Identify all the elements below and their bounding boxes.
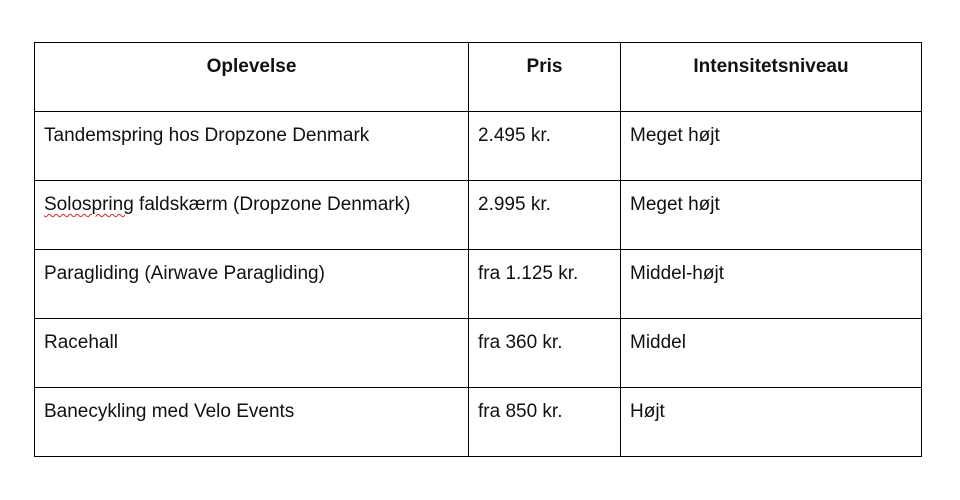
table-row	[35, 181, 922, 250]
cell-pris[interactable]: fra 360 kr.	[469, 319, 621, 388]
cell-pris[interactable]: fra 1.125 kr.	[469, 250, 621, 319]
cell-oplevelse[interactable]: Racehall	[35, 319, 469, 388]
cell-intensitet[interactable]: Middel	[621, 319, 922, 388]
cell-oplevelse-rest: faldskærm (Dropzone Denmark)	[133, 194, 411, 215]
table-row	[35, 319, 922, 388]
column-header-oplevelse: Oplevelse	[35, 43, 469, 112]
cell-pris[interactable]: 2.495 kr.	[469, 112, 621, 181]
cell-oplevelse[interactable]: Paragliding (Airwave Paragliding)	[35, 250, 469, 319]
cell-intensitet[interactable]: Meget højt	[621, 112, 922, 181]
cell-intensitet[interactable]: Højt	[621, 388, 922, 457]
cell-oplevelse[interactable]: Tandemspring hos Dropzone Denmark	[35, 112, 469, 181]
column-header-intensitet: Intensitetsniveau	[621, 43, 922, 112]
cell-oplevelse[interactable]: Banecykling med Velo Events	[35, 388, 469, 457]
table-header-row	[35, 43, 922, 112]
table-row	[35, 112, 922, 181]
cell-intensitet[interactable]: Middel-højt	[621, 250, 922, 319]
cell-pris[interactable]: fra 850 kr.	[469, 388, 621, 457]
column-header-pris: Pris	[469, 43, 621, 112]
cell-oplevelse[interactable]	[35, 181, 469, 250]
experience-table	[34, 42, 922, 457]
cell-pris[interactable]: 2.995 kr.	[469, 181, 621, 250]
table-row	[35, 388, 922, 457]
table-row	[35, 250, 922, 319]
cell-intensitet[interactable]: Meget højt	[621, 181, 922, 250]
spellcheck-flagged-word[interactable]: Solospring	[44, 194, 134, 215]
